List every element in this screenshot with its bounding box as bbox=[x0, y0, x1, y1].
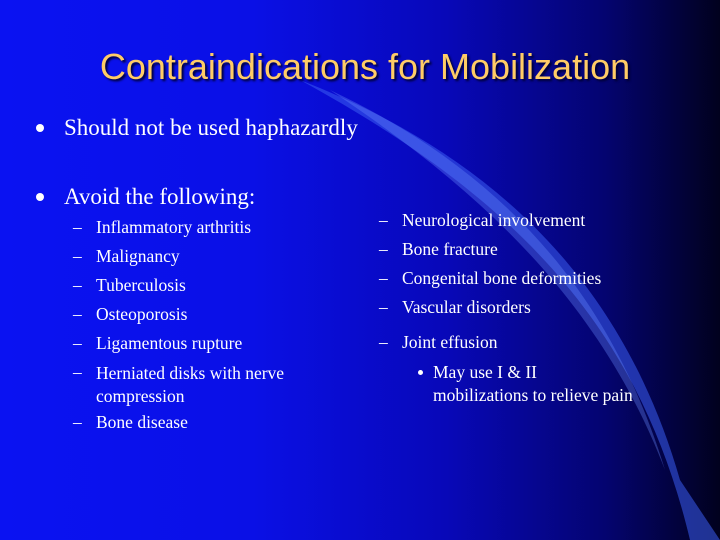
bullet-text: Should not be used haphazardly bbox=[64, 115, 358, 140]
list-item-text: Bone disease bbox=[96, 412, 188, 432]
list-item-text: Vascular disorders bbox=[402, 297, 531, 317]
right-sub-list bbox=[379, 206, 601, 357]
dash-icon: – bbox=[379, 239, 388, 259]
list-item bbox=[73, 329, 326, 358]
list-item-text: Osteoporosis bbox=[96, 304, 188, 324]
sub-sub-item-text: May use I & II mobilizations to relieve pain bbox=[433, 362, 633, 405]
list-item bbox=[379, 264, 601, 293]
list-item bbox=[73, 300, 326, 329]
dash-icon: – bbox=[73, 217, 82, 237]
list-item-text: Herniated disks with nerve compression bbox=[96, 363, 285, 406]
list-item bbox=[73, 242, 326, 271]
list-item bbox=[73, 408, 326, 437]
bullet-dot-icon bbox=[418, 370, 423, 375]
dash-icon: – bbox=[73, 362, 82, 382]
list-item-text: Ligamentous rupture bbox=[96, 333, 243, 353]
dash-icon: – bbox=[73, 275, 82, 295]
list-item bbox=[379, 328, 601, 357]
list-item-text: Bone fracture bbox=[402, 239, 498, 259]
list-item bbox=[73, 271, 326, 300]
list-item-text: Congenital bone deformities bbox=[402, 268, 602, 288]
bullet-text: Avoid the following: bbox=[64, 184, 256, 209]
dash-icon: – bbox=[379, 210, 388, 230]
list-item bbox=[73, 358, 326, 408]
list-item-text: Malignancy bbox=[96, 246, 180, 266]
list-item bbox=[379, 293, 601, 322]
bullet-dot-icon bbox=[36, 124, 44, 132]
list-item bbox=[379, 206, 601, 235]
dash-icon: – bbox=[379, 332, 388, 352]
dash-icon: – bbox=[73, 246, 82, 266]
dash-icon: – bbox=[379, 268, 388, 288]
list-item bbox=[73, 213, 326, 242]
list-item-text: Neurological involvement bbox=[402, 210, 586, 230]
dash-icon: – bbox=[73, 304, 82, 324]
dash-icon: – bbox=[73, 333, 82, 353]
dash-icon: – bbox=[73, 412, 82, 432]
slide-title: Contraindications for Mobilization bbox=[99, 46, 631, 87]
left-sub-list bbox=[73, 213, 326, 437]
list-item-text: Inflammatory arthritis bbox=[96, 217, 252, 237]
list-item bbox=[379, 235, 601, 264]
list-item-text: Joint effusion bbox=[402, 332, 498, 352]
bullet-dot-icon bbox=[36, 193, 44, 201]
dash-icon: – bbox=[379, 297, 388, 317]
list-item-text: Tuberculosis bbox=[96, 275, 186, 295]
